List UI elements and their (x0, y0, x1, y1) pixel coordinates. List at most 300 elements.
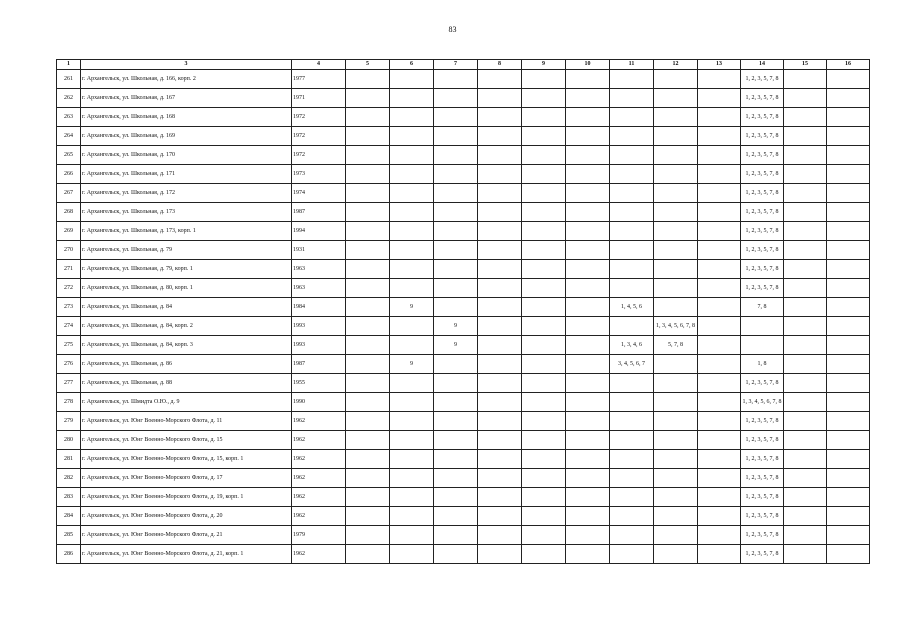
cell-col-9 (522, 127, 566, 146)
cell-year: 1962 (292, 412, 346, 431)
cell-col-8 (478, 431, 522, 450)
cell-col-7: 9 (434, 336, 478, 355)
cell-col-16 (827, 127, 870, 146)
cell-col-10 (566, 279, 610, 298)
column-header: 8 (478, 60, 522, 70)
cell-col-10 (566, 127, 610, 146)
cell-col-5 (346, 146, 390, 165)
cell-col-9 (522, 374, 566, 393)
cell-col-8 (478, 412, 522, 431)
cell-col-7 (434, 203, 478, 222)
cell-address: г. Архангельск, ул. Школьная, д. 84, корп. 2 (81, 317, 292, 336)
cell-col-13 (698, 260, 741, 279)
cell-address: г. Архангельск, ул. Школьная, д. 86 (81, 355, 292, 374)
table-row (57, 507, 870, 526)
cell-col-7 (434, 89, 478, 108)
cell-col-10 (566, 203, 610, 222)
cell-row-number: 278 (57, 393, 81, 412)
cell-col-5 (346, 70, 390, 89)
cell-col-6 (390, 317, 434, 336)
cell-col-6 (390, 127, 434, 146)
cell-col-15 (784, 146, 827, 165)
cell-col-16 (827, 507, 870, 526)
cell-col-13 (698, 146, 741, 165)
cell-row-number: 281 (57, 450, 81, 469)
cell-address: г. Архангельск, ул. Юнг Военно-Морского Флота, д. 15 (81, 431, 292, 450)
cell-col-13 (698, 355, 741, 374)
cell-col-10 (566, 431, 610, 450)
cell-col-14 (741, 336, 784, 355)
cell-col-16 (827, 393, 870, 412)
column-header: 10 (566, 60, 610, 70)
cell-col-13 (698, 507, 741, 526)
cell-col-8 (478, 127, 522, 146)
cell-col-12 (654, 374, 698, 393)
cell-col-11 (610, 222, 654, 241)
table-body (57, 70, 870, 564)
cell-row-number: 284 (57, 507, 81, 526)
cell-col-7 (434, 241, 478, 260)
column-header: 12 (654, 60, 698, 70)
column-header: 3 (81, 60, 292, 70)
cell-col-5 (346, 412, 390, 431)
cell-col-14: 1, 2, 3, 5, 7, 8 (741, 70, 784, 89)
cell-col-7 (434, 393, 478, 412)
cell-col-11 (610, 108, 654, 127)
cell-col-16 (827, 431, 870, 450)
cell-address: г. Архангельск, ул. Школьная, д. 79 (81, 241, 292, 260)
cell-row-number: 267 (57, 184, 81, 203)
cell-col-16 (827, 203, 870, 222)
cell-col-10 (566, 507, 610, 526)
cell-row-number: 274 (57, 317, 81, 336)
cell-col-8 (478, 374, 522, 393)
cell-col-15 (784, 317, 827, 336)
cell-year: 1987 (292, 355, 346, 374)
cell-col-13 (698, 165, 741, 184)
cell-row-number: 277 (57, 374, 81, 393)
cell-col-14 (741, 317, 784, 336)
cell-year: 1993 (292, 317, 346, 336)
cell-col-11 (610, 545, 654, 564)
cell-col-10 (566, 241, 610, 260)
table-row (57, 374, 870, 393)
cell-col-16 (827, 545, 870, 564)
cell-col-15 (784, 374, 827, 393)
cell-col-6 (390, 545, 434, 564)
cell-col-6 (390, 241, 434, 260)
cell-col-14: 1, 2, 3, 5, 7, 8 (741, 146, 784, 165)
cell-year: 1962 (292, 488, 346, 507)
cell-row-number: 268 (57, 203, 81, 222)
cell-col-15 (784, 222, 827, 241)
cell-col-5 (346, 393, 390, 412)
cell-col-12 (654, 298, 698, 317)
cell-col-10 (566, 374, 610, 393)
cell-col-8 (478, 146, 522, 165)
cell-col-15 (784, 127, 827, 146)
cell-col-5 (346, 545, 390, 564)
cell-col-11 (610, 146, 654, 165)
cell-col-5 (346, 184, 390, 203)
cell-col-5 (346, 526, 390, 545)
cell-col-16 (827, 374, 870, 393)
cell-year: 1994 (292, 222, 346, 241)
cell-col-15 (784, 336, 827, 355)
cell-row-number: 280 (57, 431, 81, 450)
cell-year: 1990 (292, 393, 346, 412)
cell-col-13 (698, 545, 741, 564)
cell-col-9 (522, 108, 566, 127)
cell-row-number: 265 (57, 146, 81, 165)
cell-col-14: 1, 2, 3, 5, 7, 8 (741, 526, 784, 545)
cell-year: 1972 (292, 108, 346, 127)
table-row (57, 488, 870, 507)
cell-col-12 (654, 431, 698, 450)
cell-col-12 (654, 412, 698, 431)
cell-col-6 (390, 393, 434, 412)
cell-col-9 (522, 507, 566, 526)
cell-col-7 (434, 355, 478, 374)
cell-col-11 (610, 165, 654, 184)
cell-year: 1931 (292, 241, 346, 260)
table-row (57, 431, 870, 450)
column-header: 15 (784, 60, 827, 70)
cell-col-13 (698, 469, 741, 488)
cell-col-5 (346, 507, 390, 526)
cell-col-11 (610, 89, 654, 108)
cell-address: г. Архангельск, ул. Юнг Военно-Морского Флота, д. 21 (81, 526, 292, 545)
cell-col-14: 1, 2, 3, 5, 7, 8 (741, 545, 784, 564)
cell-row-number: 276 (57, 355, 81, 374)
cell-col-13 (698, 431, 741, 450)
cell-address: г. Архангельск, ул. Школьная, д. 80, корп. 1 (81, 279, 292, 298)
table-row (57, 469, 870, 488)
column-header: 9 (522, 60, 566, 70)
cell-col-9 (522, 222, 566, 241)
cell-col-8 (478, 184, 522, 203)
cell-col-6 (390, 89, 434, 108)
cell-col-16 (827, 488, 870, 507)
cell-col-6 (390, 279, 434, 298)
cell-col-13 (698, 222, 741, 241)
cell-col-15 (784, 184, 827, 203)
cell-col-12 (654, 203, 698, 222)
cell-col-14: 1, 2, 3, 5, 7, 8 (741, 488, 784, 507)
cell-col-13 (698, 488, 741, 507)
cell-year: 1972 (292, 127, 346, 146)
cell-col-11: 1, 4, 5, 6 (610, 298, 654, 317)
cell-address: г. Архангельск, ул. Юнг Военно-Морского Флота, д. 21, корп. 1 (81, 545, 292, 564)
cell-col-6 (390, 203, 434, 222)
cell-address: г. Архангельск, ул. Школьная, д. 169 (81, 127, 292, 146)
cell-col-5 (346, 260, 390, 279)
cell-col-7 (434, 70, 478, 89)
table-row (57, 393, 870, 412)
cell-col-9 (522, 184, 566, 203)
cell-address: г. Архангельск, ул. Школьная, д. 168 (81, 108, 292, 127)
cell-row-number: 279 (57, 412, 81, 431)
cell-col-13 (698, 279, 741, 298)
cell-col-9 (522, 355, 566, 374)
cell-col-10 (566, 260, 610, 279)
cell-col-7 (434, 488, 478, 507)
cell-col-11 (610, 469, 654, 488)
cell-col-9 (522, 431, 566, 450)
cell-year: 1962 (292, 507, 346, 526)
cell-col-16 (827, 526, 870, 545)
cell-address: г. Архангельск, ул. Школьная, д. 84 (81, 298, 292, 317)
cell-col-6 (390, 336, 434, 355)
table-row (57, 336, 870, 355)
cell-col-6 (390, 260, 434, 279)
cell-col-5 (346, 355, 390, 374)
cell-col-9 (522, 298, 566, 317)
cell-col-11 (610, 450, 654, 469)
cell-year: 1979 (292, 526, 346, 545)
cell-col-14: 1, 8 (741, 355, 784, 374)
cell-col-14: 1, 2, 3, 5, 7, 8 (741, 450, 784, 469)
column-header: 1 (57, 60, 81, 70)
cell-col-16 (827, 165, 870, 184)
cell-address: г. Архангельск, ул. Шмидта О.Ю., д. 9 (81, 393, 292, 412)
table-row (57, 279, 870, 298)
cell-address: г. Архангельск, ул. Школьная, д. 84, корп. 3 (81, 336, 292, 355)
cell-col-10 (566, 545, 610, 564)
cell-year: 1984 (292, 298, 346, 317)
table-row (57, 70, 870, 89)
cell-col-11: 3, 4, 5, 6, 7 (610, 355, 654, 374)
table-row (57, 89, 870, 108)
cell-col-15 (784, 450, 827, 469)
cell-col-8 (478, 507, 522, 526)
cell-col-9 (522, 412, 566, 431)
cell-col-15 (784, 89, 827, 108)
cell-col-16 (827, 317, 870, 336)
cell-year: 1972 (292, 146, 346, 165)
cell-col-6: 9 (390, 298, 434, 317)
cell-col-9 (522, 545, 566, 564)
cell-col-8 (478, 108, 522, 127)
cell-col-8 (478, 165, 522, 184)
cell-col-13 (698, 393, 741, 412)
cell-col-5 (346, 317, 390, 336)
cell-col-11 (610, 203, 654, 222)
cell-address: г. Архангельск, ул. Школьная, д. 167 (81, 89, 292, 108)
cell-row-number: 270 (57, 241, 81, 260)
cell-year: 1971 (292, 89, 346, 108)
cell-col-8 (478, 298, 522, 317)
cell-col-12 (654, 89, 698, 108)
cell-col-7 (434, 127, 478, 146)
page-number: 83 (448, 25, 457, 34)
header-row (57, 60, 870, 70)
cell-col-7: 9 (434, 317, 478, 336)
cell-col-5 (346, 488, 390, 507)
cell-col-12 (654, 545, 698, 564)
column-header: 14 (741, 60, 784, 70)
cell-col-5 (346, 298, 390, 317)
cell-col-13 (698, 450, 741, 469)
table-row (57, 184, 870, 203)
cell-col-10 (566, 165, 610, 184)
cell-col-7 (434, 184, 478, 203)
cell-col-11 (610, 393, 654, 412)
cell-col-16 (827, 241, 870, 260)
cell-col-11 (610, 526, 654, 545)
cell-address: г. Архангельск, ул. Юнг Военно-Морского Флота, д. 17 (81, 469, 292, 488)
cell-address: г. Архангельск, ул. Юнг Военно-Морского Флота, д. 15, корп. 1 (81, 450, 292, 469)
cell-col-9 (522, 450, 566, 469)
cell-col-12 (654, 488, 698, 507)
cell-col-12 (654, 127, 698, 146)
cell-col-11 (610, 70, 654, 89)
cell-row-number: 269 (57, 222, 81, 241)
cell-col-16 (827, 469, 870, 488)
cell-col-6 (390, 526, 434, 545)
cell-col-14: 1, 2, 3, 5, 7, 8 (741, 412, 784, 431)
cell-col-16 (827, 184, 870, 203)
cell-col-7 (434, 507, 478, 526)
column-header: 16 (827, 60, 870, 70)
cell-col-5 (346, 450, 390, 469)
cell-col-14: 1, 2, 3, 5, 7, 8 (741, 203, 784, 222)
table-header (57, 60, 870, 70)
cell-year: 1955 (292, 374, 346, 393)
cell-col-14: 1, 2, 3, 5, 7, 8 (741, 469, 784, 488)
cell-col-16 (827, 450, 870, 469)
cell-col-14: 1, 2, 3, 5, 7, 8 (741, 241, 784, 260)
cell-col-11 (610, 374, 654, 393)
cell-col-7 (434, 374, 478, 393)
cell-col-5 (346, 469, 390, 488)
cell-col-14: 1, 2, 3, 5, 7, 8 (741, 431, 784, 450)
cell-col-8 (478, 222, 522, 241)
cell-row-number: 283 (57, 488, 81, 507)
cell-address: г. Архангельск, ул. Школьная, д. 173 (81, 203, 292, 222)
cell-col-10 (566, 526, 610, 545)
cell-col-6 (390, 374, 434, 393)
cell-year: 1962 (292, 545, 346, 564)
cell-col-5 (346, 108, 390, 127)
cell-address: г. Архангельск, ул. Школьная, д. 170 (81, 146, 292, 165)
cell-col-9 (522, 260, 566, 279)
cell-year: 1963 (292, 260, 346, 279)
cell-col-14: 1, 2, 3, 5, 7, 8 (741, 165, 784, 184)
cell-col-7 (434, 108, 478, 127)
cell-col-16 (827, 260, 870, 279)
cell-col-15 (784, 526, 827, 545)
cell-col-9 (522, 469, 566, 488)
cell-col-12 (654, 450, 698, 469)
cell-col-12 (654, 355, 698, 374)
cell-col-11 (610, 127, 654, 146)
cell-col-11 (610, 507, 654, 526)
cell-col-11: 1, 3, 4, 6 (610, 336, 654, 355)
cell-col-15 (784, 545, 827, 564)
cell-col-8 (478, 203, 522, 222)
cell-col-13 (698, 184, 741, 203)
registry-table (56, 59, 870, 564)
column-header: 4 (292, 60, 346, 70)
cell-col-9 (522, 488, 566, 507)
cell-year: 1977 (292, 70, 346, 89)
cell-col-10 (566, 355, 610, 374)
cell-col-6 (390, 70, 434, 89)
cell-col-15 (784, 488, 827, 507)
cell-col-12 (654, 222, 698, 241)
cell-col-5 (346, 127, 390, 146)
cell-col-12 (654, 279, 698, 298)
cell-address: г. Архангельск, ул. Юнг Военно-Морского Флота, д. 11 (81, 412, 292, 431)
cell-col-5 (346, 241, 390, 260)
table-row (57, 526, 870, 545)
table-row (57, 203, 870, 222)
cell-col-10 (566, 222, 610, 241)
cell-year: 1974 (292, 184, 346, 203)
cell-col-13 (698, 374, 741, 393)
cell-col-12 (654, 165, 698, 184)
cell-row-number: 272 (57, 279, 81, 298)
cell-col-15 (784, 165, 827, 184)
cell-col-9 (522, 203, 566, 222)
cell-col-13 (698, 412, 741, 431)
cell-col-9 (522, 241, 566, 260)
cell-col-6 (390, 222, 434, 241)
cell-col-13 (698, 241, 741, 260)
cell-col-10 (566, 393, 610, 412)
cell-col-16 (827, 108, 870, 127)
cell-address: г. Архангельск, ул. Школьная, д. 173, корп. 1 (81, 222, 292, 241)
cell-col-8 (478, 317, 522, 336)
cell-col-14: 1, 2, 3, 5, 7, 8 (741, 374, 784, 393)
cell-col-12 (654, 241, 698, 260)
cell-col-12 (654, 108, 698, 127)
cell-col-15 (784, 70, 827, 89)
cell-col-16 (827, 146, 870, 165)
cell-col-6 (390, 165, 434, 184)
cell-col-11 (610, 279, 654, 298)
cell-col-16 (827, 89, 870, 108)
cell-col-8 (478, 393, 522, 412)
table-row (57, 412, 870, 431)
cell-col-5 (346, 279, 390, 298)
cell-col-15 (784, 469, 827, 488)
column-header: 7 (434, 60, 478, 70)
cell-year: 1962 (292, 450, 346, 469)
cell-col-12 (654, 260, 698, 279)
cell-row-number: 262 (57, 89, 81, 108)
cell-col-12 (654, 507, 698, 526)
cell-col-15 (784, 241, 827, 260)
cell-col-13 (698, 317, 741, 336)
cell-row-number: 261 (57, 70, 81, 89)
cell-col-14: 1, 2, 3, 5, 7, 8 (741, 222, 784, 241)
cell-col-13 (698, 298, 741, 317)
cell-col-11 (610, 317, 654, 336)
cell-col-7 (434, 469, 478, 488)
cell-col-14: 1, 2, 3, 5, 7, 8 (741, 260, 784, 279)
cell-col-5 (346, 222, 390, 241)
cell-col-8 (478, 355, 522, 374)
cell-col-16 (827, 298, 870, 317)
cell-col-15 (784, 203, 827, 222)
cell-col-13 (698, 203, 741, 222)
cell-col-11 (610, 260, 654, 279)
cell-address: г. Архангельск, ул. Юнг Военно-Морского Флота, д. 20 (81, 507, 292, 526)
cell-year: 1962 (292, 431, 346, 450)
table-row (57, 241, 870, 260)
